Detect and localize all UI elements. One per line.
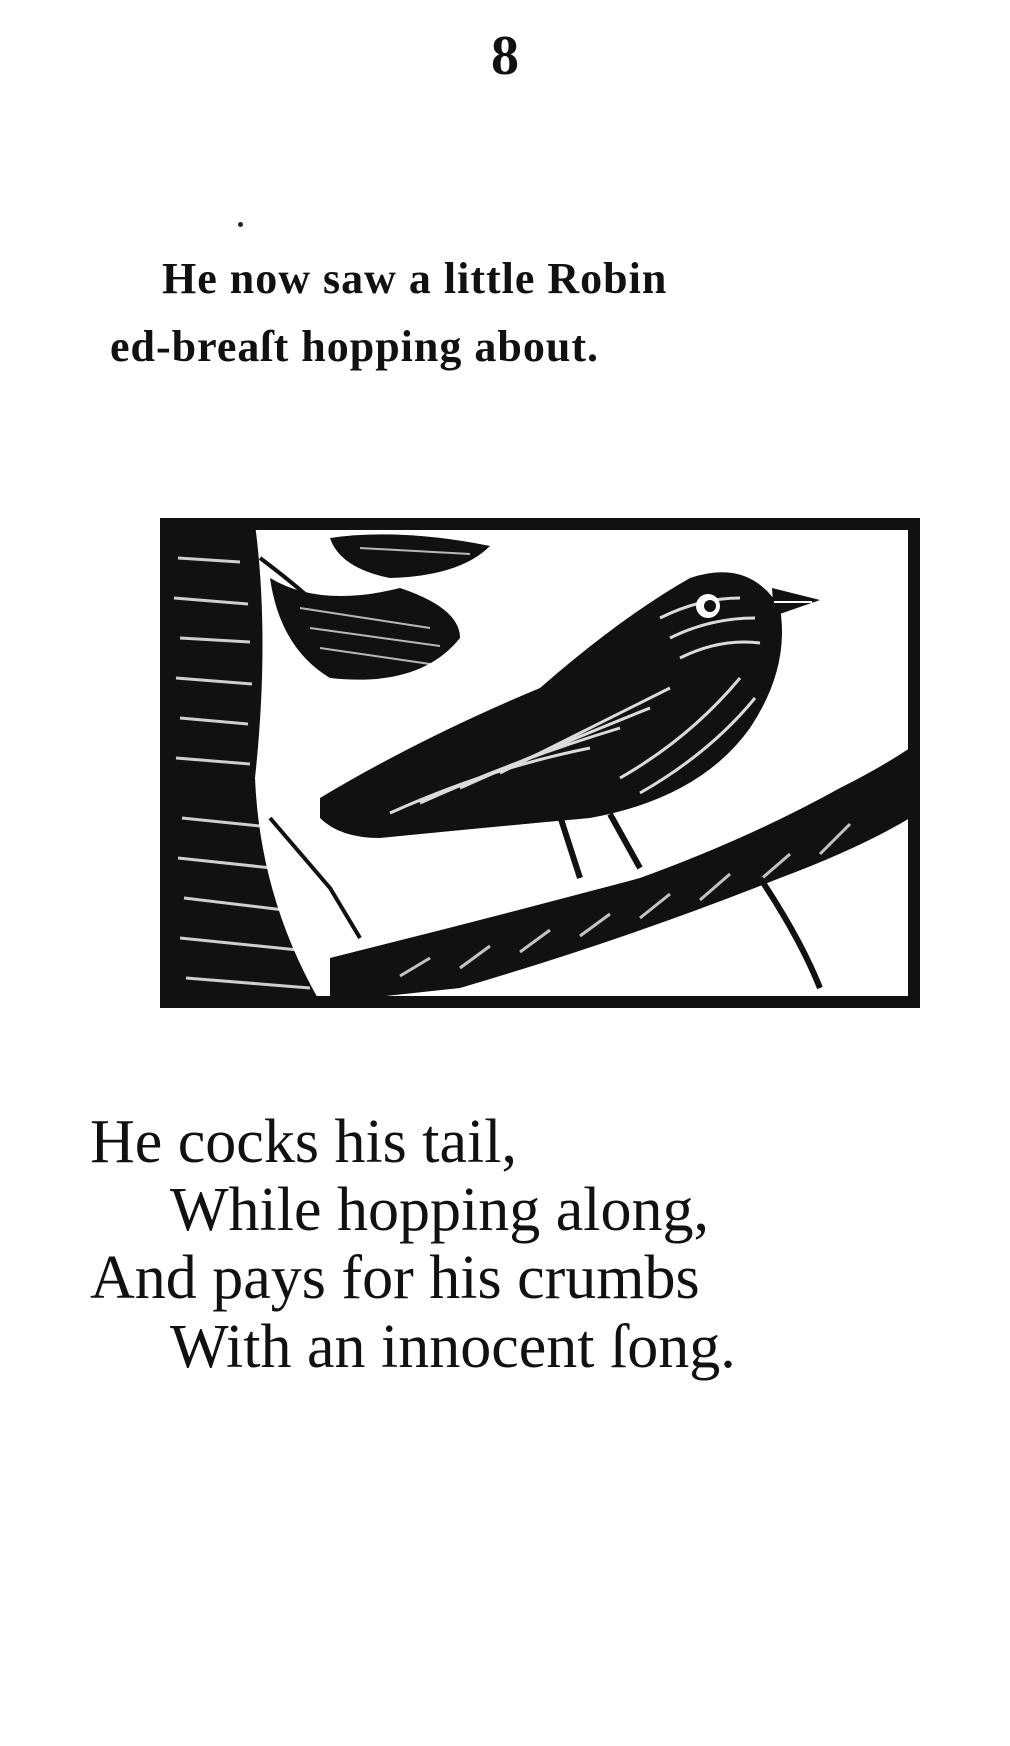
robin-pupil: [704, 600, 716, 612]
prose-line: ed-breaſt hopping about.: [110, 322, 599, 372]
verse-line: He cocks his tail,: [90, 1108, 518, 1176]
verse-line: While hopping along,: [170, 1176, 709, 1245]
verse-line: And pays for his crumbs: [90, 1244, 700, 1313]
page-number: 8: [491, 25, 519, 87]
prose-line: He now saw a little Robin: [162, 254, 668, 303]
prose-paragraph: [110, 245, 940, 381]
ink-speck: [238, 222, 243, 227]
verse-line: With an innocent ſong.: [170, 1312, 736, 1381]
verse-stanza: [90, 1108, 950, 1381]
robin-woodcut-illustration: [160, 518, 920, 1008]
woodcut-svg: [160, 518, 920, 1008]
